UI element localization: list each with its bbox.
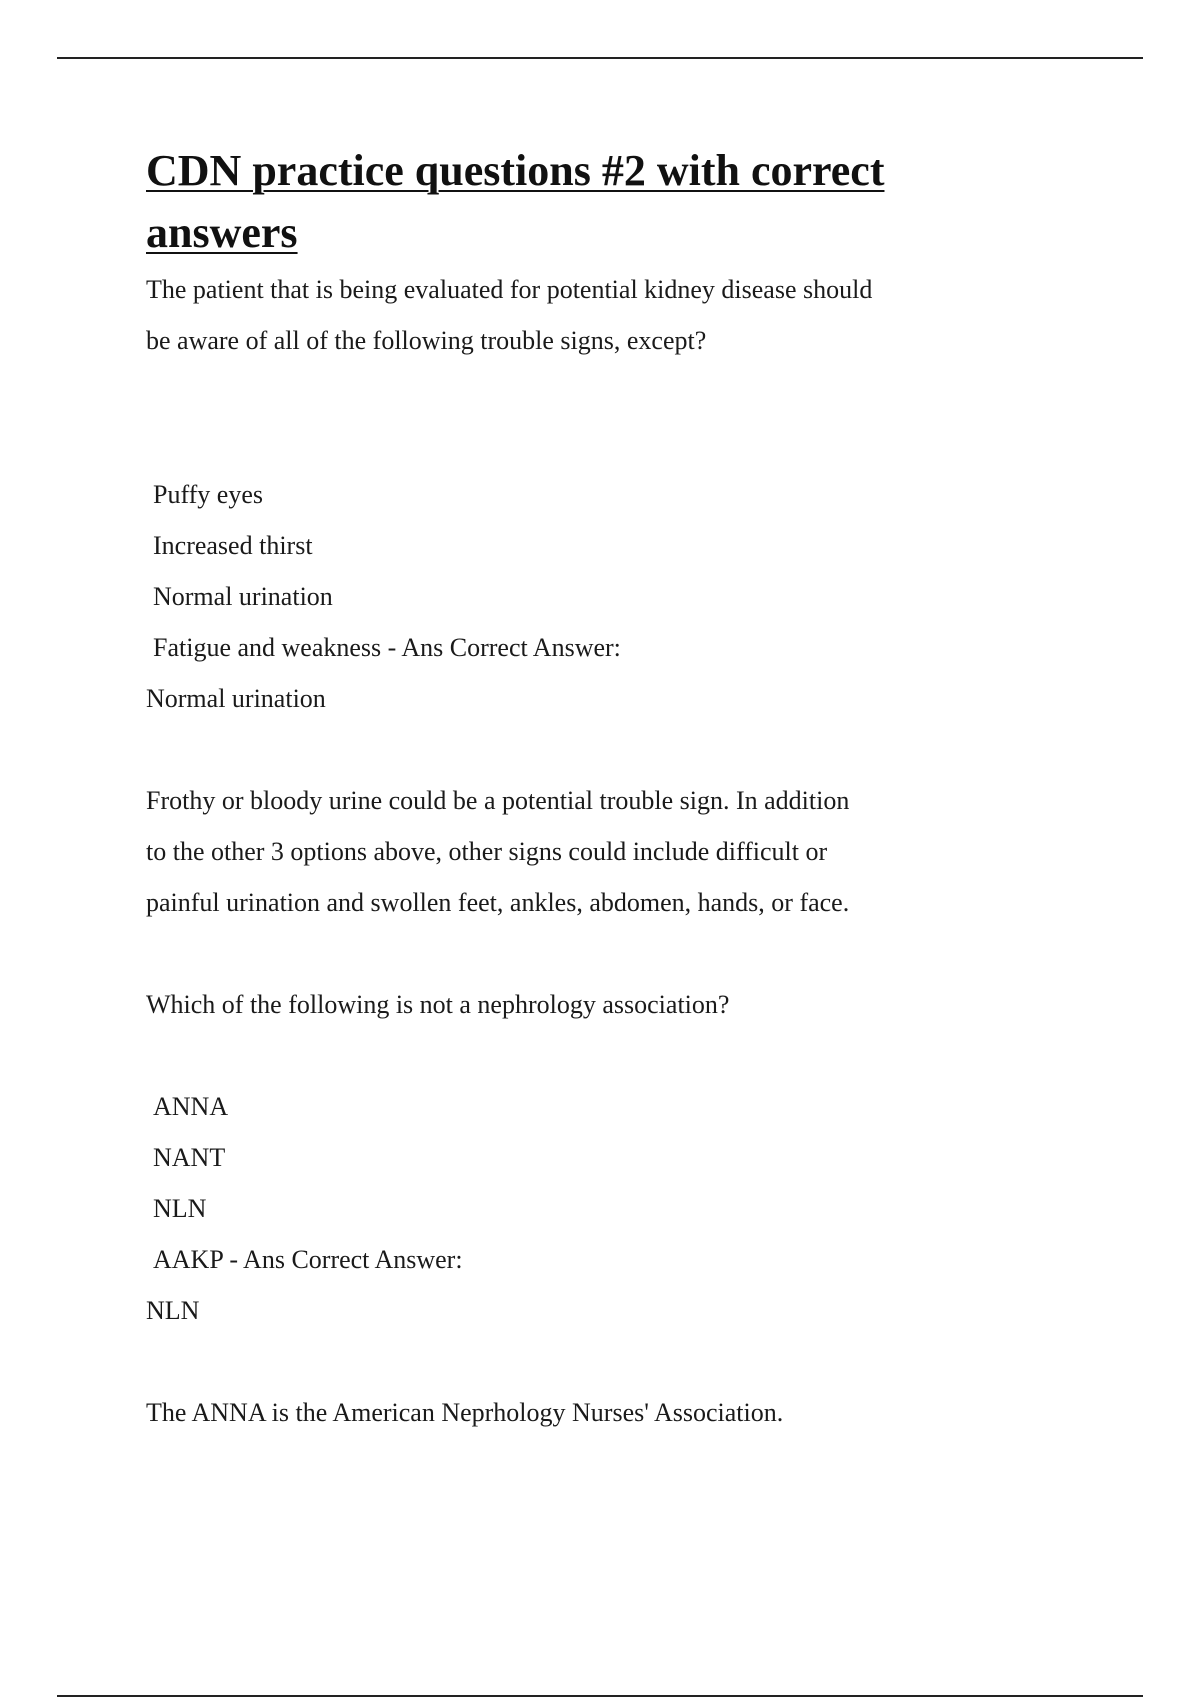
question-2 — [146, 979, 986, 1438]
question-1-option-3: Normal urination — [153, 582, 333, 611]
question-1-stem-line-1: The patient that is being evaluated for potential kidney disease should — [146, 275, 873, 304]
question-1-explanation-line-3: painful urination and swollen feet, ankles, abdomen, hands, or face. — [146, 888, 850, 917]
question-2-option-1: ANNA — [153, 1092, 229, 1121]
question-1-option-2: Increased thirst — [153, 531, 313, 560]
question-2-option-3: NLN — [153, 1194, 207, 1223]
question-1-option-1: Puffy eyes — [153, 480, 264, 509]
question-1-option-4: Fatigue and weakness - Ans Correct Answer: — [153, 633, 621, 662]
document-title: CDN practice questions #2 with correct answers — [146, 146, 885, 257]
top-rule — [57, 57, 1143, 59]
question-1-stem-line-2: be aware of all of the following trouble signs, except? — [146, 326, 707, 355]
question-2-option-2: NANT — [153, 1143, 226, 1172]
question-2-explanation: The ANNA is the American Neprhology Nurses' Association. — [146, 1398, 784, 1427]
question-2-option-4: AAKP - Ans Correct Answer: — [153, 1245, 463, 1274]
question-1-explanation-line-2: to the other 3 options above, other signs could include difficult or — [146, 837, 828, 866]
question-1-explanation-line-1: Frothy or bloody urine could be a potential trouble sign. In addition — [146, 786, 850, 815]
bottom-rule — [57, 1695, 1143, 1697]
question-2-stem: Which of the following is not a nephrology association? — [146, 990, 730, 1019]
question-2-answer: NLN — [146, 1296, 200, 1325]
document-body — [146, 140, 986, 1438]
question-1-answer: Normal urination — [146, 684, 326, 713]
question-1 — [146, 264, 986, 928]
